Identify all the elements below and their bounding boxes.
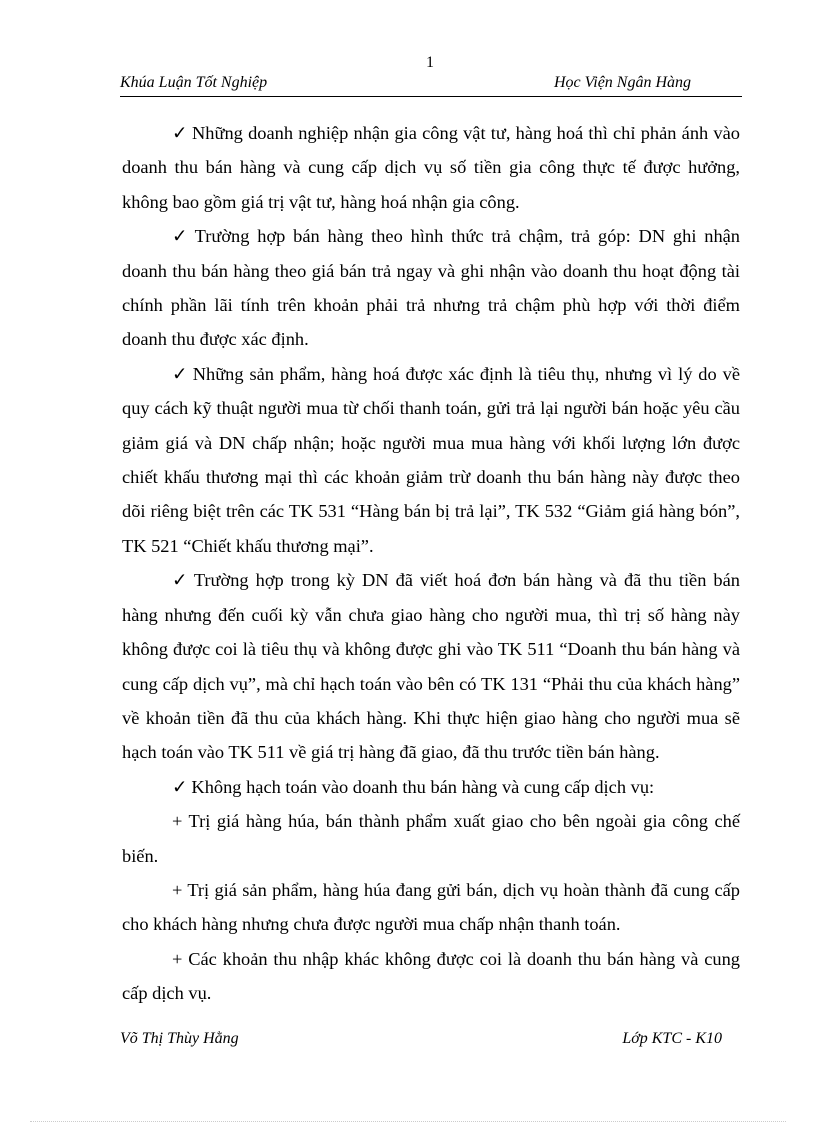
page-header [120, 74, 742, 97]
checkmark-icon: ✓ [172, 123, 189, 143]
paragraph: + Trị giá hàng húa, bán thành phẩm xuất giao cho bên ngoài gia công chế biến. [122, 811, 740, 866]
paragraph: + Trị giá sản phẩm, hàng húa đang gửi bán, dịch vụ hoàn thành đã cung cấp cho khách hàng nhưng chưa được người mua chấp nhận thanh toán. [122, 879, 740, 935]
checkmark-icon: ✓ [172, 363, 189, 384]
paragraph: ✓ Những doanh nghiệp nhận gia công vật tư, hàng hoá thì chỉ phản ánh vào doanh thu bán hàng và cung cấp dịch vụ số tiền gia công thực tế được hưởng, không bao gồm giá trị vật tư, hàng hoá nhận gia công. [122, 123, 740, 212]
paragraph: ✓ Trường hợp trong kỳ DN đã viết hoá đơn bán hàng và đã thu tiền bán hàng nhưng đến cuối kỳ vẫn chưa giao hàng cho người mua, thì trị số hàng này không được coi là tiêu thụ và không được ghi vào TK 511 “Doanh thu bán hàng và cung cấp dịch vụ”, mà chỉ hạch toán vào bên có TK 131 “Phải thu của khách hàng” về khoản tiền đã thu của khách hàng. Khi thực hiện giao hàng cho người mua sẽ hạch toán vào TK 511 về giá trị hàng đã giao, đã thu trước tiền bán hàng. [122, 570, 740, 763]
page-bottom-rule [30, 1121, 786, 1122]
checkmark-icon: ✓ [172, 226, 191, 247]
header-institution: Học Viện Ngân Hàng [554, 74, 692, 91]
header-thesis-title: Khúa Luận Tốt Nghiệp [120, 74, 268, 91]
paragraph: + Các khoản thu nhập khác không được coi là doanh thu bán hàng và cung cấp dịch vụ. [122, 948, 740, 1004]
checkmark-icon: ✓ [172, 776, 188, 797]
footer-author: Võ Thị Thùy Hằng [120, 1030, 239, 1047]
paragraph: ✓ Trường hợp bán hàng theo hình thức trả chậm, trả góp: DN ghi nhận doanh thu bán hàng theo giá bán trả ngay và ghi nhận vào doanh thu hoạt động tài chính phần lãi tính trên khoản phải trả nhưng trả chậm phù hợp với thời điểm doanh thu được xác định. [122, 226, 740, 350]
paragraph: ✓ Những sản phẩm, hàng hoá được xác định là tiêu thụ, nhưng vì lý do về quy cách kỹ thuật người mua từ chối thanh toán, gửi trả lại người bán hoặc yêu cầu giảm giá và DN chấp nhận; hoặc người mua mua hàng với khối lượng lớn được chiết khấu thương mại thì các khoản giảm trừ doanh thu bán hàng này được theo dõi riêng biệt trên các TK 531 “Hàng bán bị trả lại”, TK 532 “Giảm giá hàng bón”, TK 521 “Chiết khấu thương mại”. [122, 363, 740, 556]
page-footer [120, 1030, 730, 1052]
paragraph: ✓ Không hạch toán vào doanh thu bán hàng và cung cấp dịch vụ: [172, 776, 655, 797]
checkmark-icon: ✓ [172, 570, 190, 591]
footer-class: Lớp KTC - K10 [622, 1030, 722, 1047]
page-number: 1 [426, 54, 434, 71]
document-body [122, 116, 740, 1011]
